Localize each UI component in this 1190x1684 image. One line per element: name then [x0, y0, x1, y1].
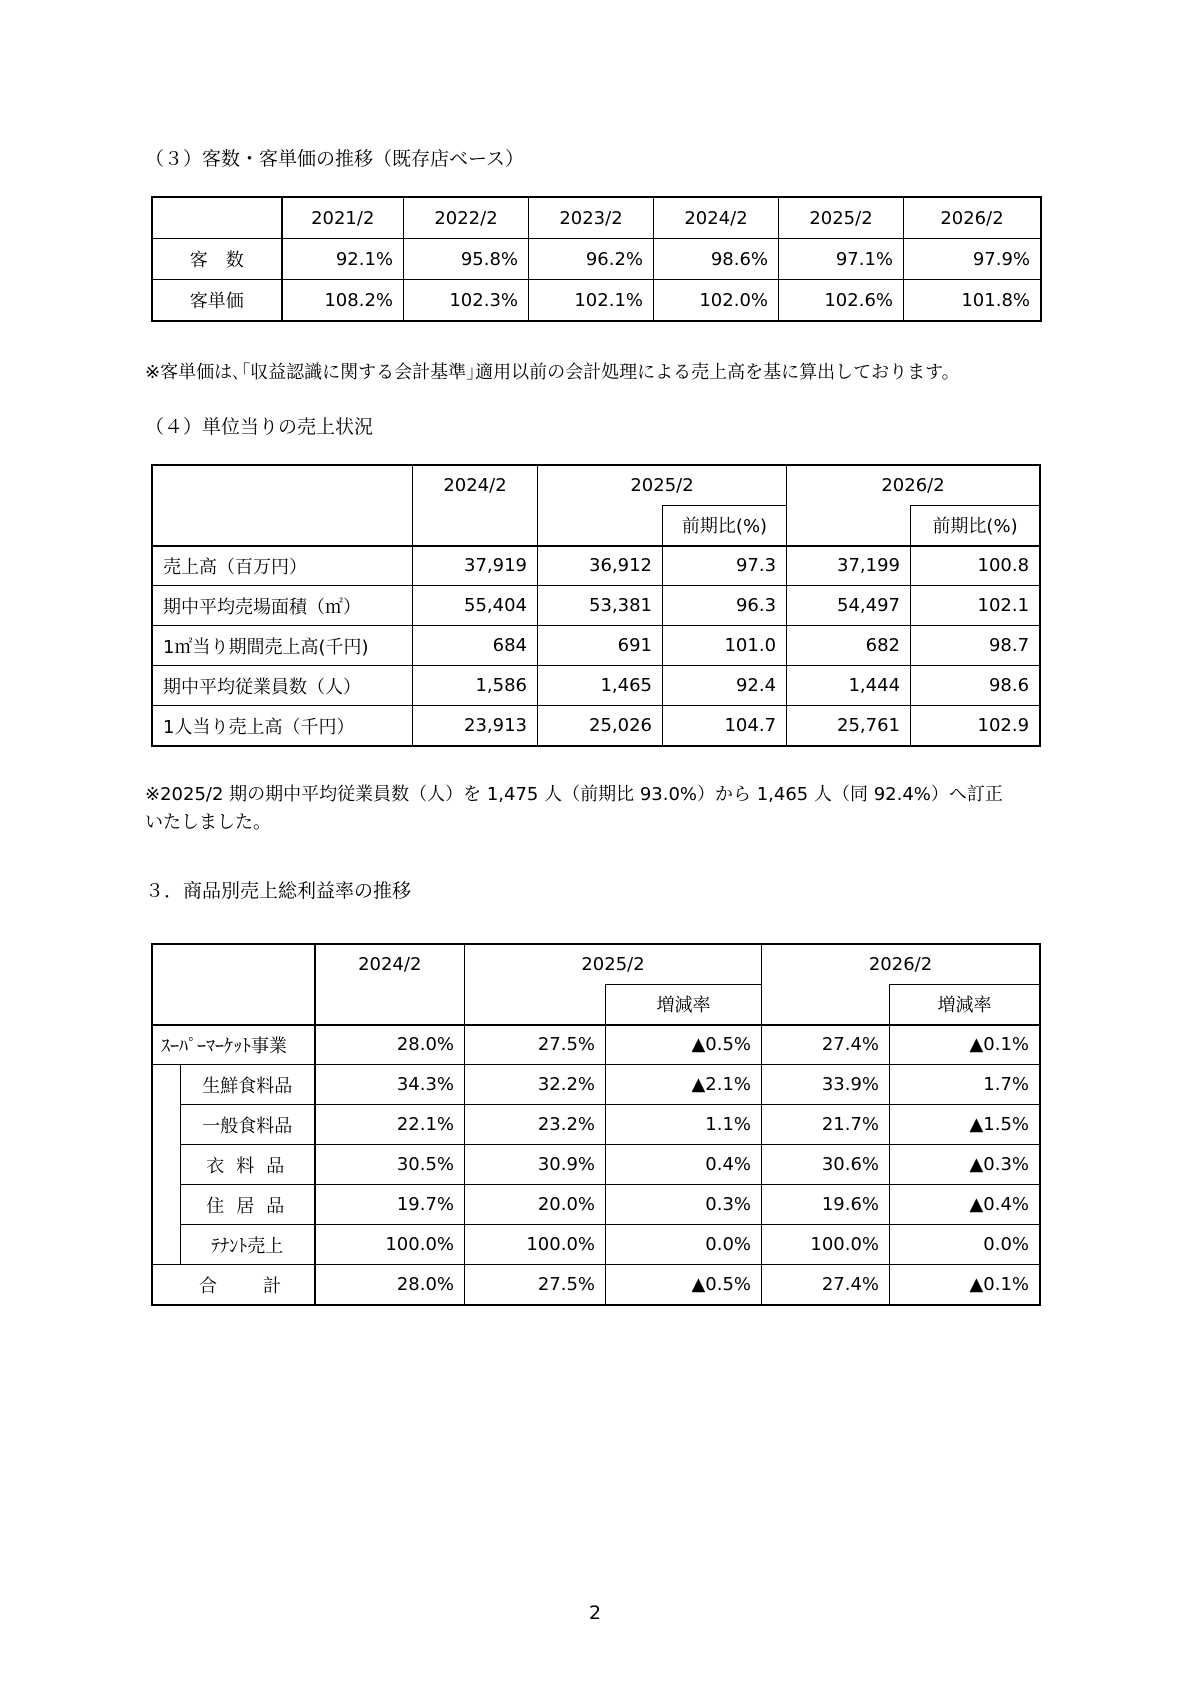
table-cell: 0.0%: [606, 1225, 762, 1265]
table-row: [153, 1065, 1040, 1105]
table-cell: 104.7: [663, 706, 787, 746]
table-cell: 1.7%: [890, 1065, 1040, 1105]
row-label: 住居品: [181, 1185, 315, 1225]
table-row: [153, 1185, 1040, 1225]
section4-note-line2: いたしました。: [145, 812, 271, 833]
table-cell: 19.7%: [315, 1185, 465, 1225]
header-blank: [538, 506, 663, 546]
table-cell: ▲0.5%: [606, 1025, 762, 1065]
table-cell: ▲1.5%: [890, 1105, 1040, 1145]
table-cell: ▲0.3%: [890, 1145, 1040, 1185]
section3-heading: （３）客数・客単価の推移（既存店ベース）: [145, 148, 525, 170]
table-row: [153, 280, 1041, 321]
table-cell: 1,444: [787, 666, 911, 706]
header-blank: [413, 506, 538, 546]
column-header: 2025/2: [538, 466, 787, 506]
table-cell: 20.0%: [465, 1185, 606, 1225]
header-blank: [762, 985, 890, 1025]
table-cell: 98.7: [911, 626, 1040, 666]
table-corner: [153, 198, 282, 239]
table-cell: 0.0%: [890, 1225, 1040, 1265]
column-header: 2025/2: [779, 198, 904, 239]
column-header: 2024/2: [654, 198, 779, 239]
table-row: [153, 546, 1040, 586]
row-label: 1㎡当り期間売上高(千円): [153, 626, 413, 666]
products-heading: ３．商品別売上総利益率の推移: [145, 880, 412, 902]
table-row: [153, 1225, 1040, 1265]
table-cell: 96.3: [663, 586, 787, 626]
table-cell: 54,497: [787, 586, 911, 626]
table-cell: ▲2.1%: [606, 1065, 762, 1105]
row-label: 生鮮食料品: [181, 1065, 315, 1105]
table-cell: 27.4%: [762, 1265, 890, 1305]
table-cell: 0.4%: [606, 1145, 762, 1185]
table-cell: 108.2%: [282, 280, 404, 321]
table-cell: 98.6%: [654, 239, 779, 280]
table-cell: 92.4: [663, 666, 787, 706]
table-cell: 55,404: [413, 586, 538, 626]
table-cell: 100.8: [911, 546, 1040, 586]
table-cell: ▲0.4%: [890, 1185, 1040, 1225]
table-cell: 101.8%: [904, 280, 1041, 321]
table-corner: [153, 945, 315, 985]
table-cell: 33.9%: [762, 1065, 890, 1105]
column-header: 2026/2: [762, 945, 1040, 985]
table-cell: 30.5%: [315, 1145, 465, 1185]
row-label: 合計: [153, 1265, 315, 1305]
table-cell: 100.0%: [762, 1225, 890, 1265]
ratio-header: 前期比(%): [911, 506, 1040, 546]
table-cell: 102.9: [911, 706, 1040, 746]
table-cell: 1.1%: [606, 1105, 762, 1145]
table-row: [153, 1025, 1040, 1065]
table-cell: 98.6: [911, 666, 1040, 706]
table-cell: 30.9%: [465, 1145, 606, 1185]
change-header: 増減率: [890, 985, 1040, 1025]
page-number: 2: [588, 1602, 602, 1624]
row-label: ﾃﾅﾝﾄ売上: [181, 1225, 315, 1265]
table-cell: 0.3%: [606, 1185, 762, 1225]
table-cell: 34.3%: [315, 1065, 465, 1105]
column-header: 2021/2: [282, 198, 404, 239]
table-cell: 30.6%: [762, 1145, 890, 1185]
table-corner: [153, 466, 413, 506]
column-header: 2026/2: [787, 466, 1040, 506]
section3-note: ※客単価は､｢収益認識に関する会計基準｣適用以前の会計処理による売上高を基に算出しております。: [145, 362, 960, 383]
table-cell: 92.1%: [282, 239, 404, 280]
header-blank: [787, 506, 911, 546]
change-header: 増減率: [606, 985, 762, 1025]
row-label: 衣料品: [181, 1145, 315, 1185]
table-corner: [153, 985, 315, 1025]
row-label: 期中平均従業員数（人）: [153, 666, 413, 706]
table-cell: 23.2%: [465, 1105, 606, 1145]
indent-cell: [153, 1065, 181, 1265]
table-cell: 102.1%: [529, 280, 654, 321]
row-label: ｽｰﾊﾟｰﾏｰｹｯﾄ事業: [153, 1025, 315, 1065]
table-cell: 100.0%: [315, 1225, 465, 1265]
table-cell: 1,586: [413, 666, 538, 706]
table-cell: 684: [413, 626, 538, 666]
column-header: 2022/2: [404, 198, 529, 239]
table-cell: 96.2%: [529, 239, 654, 280]
table-cell: 27.4%: [762, 1025, 890, 1065]
table-cell: 53,381: [538, 586, 663, 626]
table-row: [153, 1265, 1040, 1305]
table-cell: ▲0.1%: [890, 1265, 1040, 1305]
customer-table: [152, 197, 1041, 321]
table-cell: 37,199: [787, 546, 911, 586]
column-header: 2023/2: [529, 198, 654, 239]
column-header: 2026/2: [904, 198, 1041, 239]
table-cell: 36,912: [538, 546, 663, 586]
table-cell: 27.5%: [465, 1025, 606, 1065]
table-cell: 97.3: [663, 546, 787, 586]
unit-sales-table: [152, 465, 1040, 746]
row-label: 売上高（百万円）: [153, 546, 413, 586]
column-header: 2025/2: [465, 945, 762, 985]
table-cell: 102.1: [911, 586, 1040, 626]
table-row: [153, 1105, 1040, 1145]
table-row: [153, 1145, 1040, 1185]
table-cell: 97.9%: [904, 239, 1041, 280]
table-cell: 100.0%: [465, 1225, 606, 1265]
table-row: [153, 586, 1040, 626]
table-cell: 102.3%: [404, 280, 529, 321]
table-row: [153, 706, 1040, 746]
table-cell: 23,913: [413, 706, 538, 746]
table-row: [153, 626, 1040, 666]
table-cell: 25,761: [787, 706, 911, 746]
table-cell: 32.2%: [465, 1065, 606, 1105]
column-header: 2024/2: [413, 466, 538, 506]
gross-margin-table: [152, 944, 1040, 1305]
table-corner: [153, 506, 413, 546]
table-cell: 101.0: [663, 626, 787, 666]
table-cell: 1,465: [538, 666, 663, 706]
row-label: 客 数: [153, 239, 282, 280]
table-cell: 95.8%: [404, 239, 529, 280]
row-label: 一般食料品: [181, 1105, 315, 1145]
section4-note-line1: ※2025/2 期の期中平均従業員数（人）を 1,475 人（前期比 93.0%）から 1,465 人（同 92.4%）へ訂正: [145, 784, 1003, 805]
table-cell: 21.7%: [762, 1105, 890, 1145]
table-cell: 97.1%: [779, 239, 904, 280]
table-cell: 37,919: [413, 546, 538, 586]
table-cell: 19.6%: [762, 1185, 890, 1225]
table-cell: ▲0.1%: [890, 1025, 1040, 1065]
row-label: 1人当り売上高（千円）: [153, 706, 413, 746]
table-row: [153, 239, 1041, 280]
row-label: 期中平均売場面積（㎡）: [153, 586, 413, 626]
column-header: 2024/2: [315, 945, 465, 985]
header-blank: [465, 985, 606, 1025]
table-cell: 22.1%: [315, 1105, 465, 1145]
header-blank: [315, 985, 465, 1025]
table-cell: 28.0%: [315, 1265, 465, 1305]
table-cell: 25,026: [538, 706, 663, 746]
table-cell: ▲0.5%: [606, 1265, 762, 1305]
table-cell: 102.0%: [654, 280, 779, 321]
table-cell: 682: [787, 626, 911, 666]
table-cell: 102.6%: [779, 280, 904, 321]
table-cell: 691: [538, 626, 663, 666]
ratio-header: 前期比(%): [663, 506, 787, 546]
table-cell: 28.0%: [315, 1025, 465, 1065]
row-label: 客単価: [153, 280, 282, 321]
table-cell: 27.5%: [465, 1265, 606, 1305]
table-row: [153, 666, 1040, 706]
section4-heading: （４）単位当りの売上状況: [145, 416, 374, 438]
